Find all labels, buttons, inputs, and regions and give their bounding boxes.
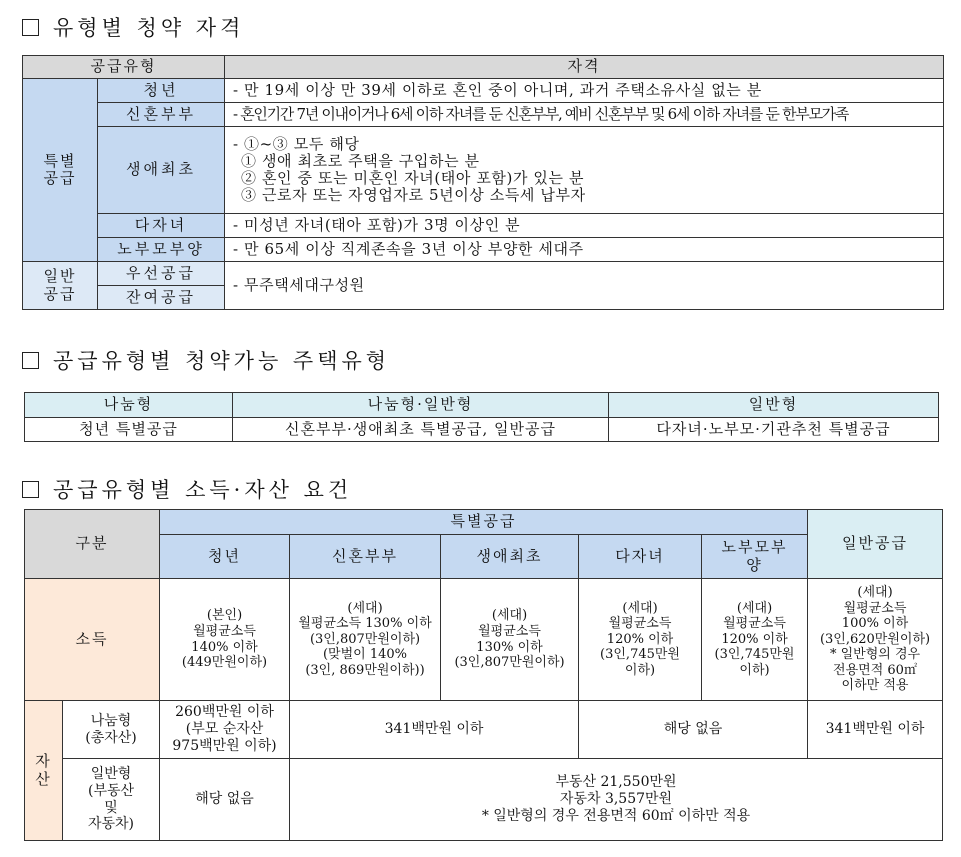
cell-line: (세대) (491, 608, 528, 624)
cell-line: (세대) (347, 600, 383, 616)
checkbox-square-icon (22, 481, 39, 498)
cell-line: 월평균소득 (608, 616, 672, 632)
cell-line: 120% 이하 (721, 631, 788, 647)
desc-line: ① 생애 최초로 주택을 구입하는 분 (241, 151, 480, 170)
cell-line: (3인,807만원이하) (454, 655, 565, 671)
header-elderly-parent: 노부모부 양 (702, 535, 808, 579)
row-desc (225, 127, 944, 214)
cell-line: (본인) (206, 608, 243, 624)
income-cell (290, 579, 441, 701)
section-title: 공급유형별 청약가능 주택유형 (53, 349, 391, 373)
nanum-none-cell: 해당 없음 (579, 701, 808, 759)
header-special-supply: 특별공급 (160, 510, 808, 535)
header-first-time: 생애최초 (441, 535, 579, 579)
row-desc: - 만 65세 이상 직계존속을 3년 이상 부양한 세대주 (225, 238, 944, 262)
cell-line: 260백만원 이하 (175, 704, 274, 721)
desc-line: ③ 근로자 또는 자영업자로 5년이상 소득세 납부자 (241, 186, 586, 205)
table-cell: 다자녀·노부모·기관추천 특별공급 (609, 418, 939, 442)
table-row (23, 262, 944, 286)
nanum-label: 나눔형 (총자산) (63, 701, 160, 759)
income-cell (579, 579, 702, 701)
nanum-youth-cell (160, 701, 290, 759)
table-row (25, 418, 939, 442)
table-row (23, 127, 944, 214)
nanum-general-cell: 341백만원 이하 (808, 701, 943, 759)
row-label: 생애최초 (98, 127, 225, 214)
cell-line: 월평균소득 (193, 623, 256, 639)
row-label: 노부모부양 (98, 238, 225, 262)
header-general-supply: 일반공급 (808, 510, 943, 579)
cell-line: 월평균소득 (843, 600, 907, 616)
cell-line: 월평균소득 (723, 616, 786, 632)
income-cell (702, 579, 808, 701)
cell-line: * 일반형의 경우 (829, 647, 921, 663)
table-row (23, 238, 944, 262)
row-label: 청년 (98, 79, 225, 103)
asset-label: 자 산 (25, 701, 63, 841)
row-desc: - 혼인기간 7년 이내이거나 6세 이하 자녀를 둔 신혼부부, 예비 신혼부부 및 6세 이하 자녀를 둔 한부모가족 (225, 103, 944, 127)
header-cell: 나눔형 (25, 393, 233, 418)
cell-line: 전용면적 60㎡ (833, 662, 917, 678)
cell-line: (세대) (622, 600, 658, 616)
cell-line: 월평균소득 130% 이하 (298, 616, 432, 632)
row-label: 우선공급 (98, 262, 225, 286)
special-supply-group: 특별 공급 (23, 79, 98, 262)
header-newlywed: 신혼부부 (290, 535, 441, 579)
income-cell (808, 579, 943, 701)
header-youth: 청년 (160, 535, 290, 579)
general-youth-cell: 해당 없음 (160, 759, 290, 841)
income-row (25, 579, 943, 701)
income-label: 소득 (25, 579, 160, 701)
checkbox-square-icon (22, 352, 39, 369)
income-cell (441, 579, 579, 701)
row-desc: - 미성년 자녀(태아 포함)가 3명 이상인 분 (225, 214, 944, 238)
row-label: 신혼부부 (98, 103, 225, 127)
housing-type-table (24, 392, 939, 442)
section-heading-housing-type (22, 345, 390, 375)
cell-line: 140% 이하 (191, 639, 258, 655)
header-cell: 나눔형·일반형 (233, 393, 609, 418)
row-desc: - 만 19세 이상 만 39세 이하로 혼인 중이 아니며, 과거 주택소유사실 없는 분 (225, 79, 944, 103)
row-label: 다자녀 (98, 214, 225, 238)
section-title: 유형별 청약 자격 (53, 16, 245, 40)
table-cell: 신혼부부·생애최초 특별공급, 일반공급 (233, 418, 609, 442)
desc-line: ② 혼인 중 또는 미혼인 자녀(태아 포함)가 있는 분 (241, 169, 585, 187)
income-asset-table (24, 509, 943, 841)
asset-row-general (25, 759, 943, 841)
section-heading-qualification (22, 12, 244, 42)
cell-line: (3인,745만원 (714, 647, 795, 663)
table-header-row (25, 510, 943, 535)
header-category: 구분 (25, 510, 160, 579)
cell-line: 자동차 3,557만원 (559, 791, 673, 808)
cell-line: * 일반형의 경우 전용면적 60㎡ 이하만 적용 (481, 807, 751, 824)
general-supply-group: 일반 공급 (23, 262, 98, 310)
cell-line: 이하만 적용 (841, 678, 909, 694)
cell-line: 100% 이하 (841, 616, 909, 632)
checkbox-square-icon (22, 19, 39, 36)
header-cell: 일반형 (609, 393, 939, 418)
table-header-row (25, 393, 939, 418)
general-type-label: 일반형 (부동산 및 자동차) (63, 759, 160, 841)
section-heading-income-asset (22, 474, 352, 504)
general-other-cell (290, 759, 943, 841)
income-cell (160, 579, 290, 701)
cell-line: (부모 순자산 (185, 721, 264, 738)
desc-line: - ①~③ 모두 해당 (233, 134, 360, 153)
cell-line: (세대) (736, 600, 773, 616)
header-qualification: 자격 (225, 56, 944, 79)
table-row (23, 103, 944, 127)
row-desc: - 무주택세대구성원 (225, 262, 944, 310)
row-label: 잔여공급 (98, 286, 225, 310)
section-title: 공급유형별 소득·자산 요건 (53, 478, 353, 502)
cell-line: 130% 이하 (476, 639, 543, 655)
asset-row-nanum (25, 701, 943, 759)
cell-line: (세대) (857, 584, 893, 600)
cell-line: 월평균소득 (478, 623, 541, 639)
table-header-row (25, 535, 943, 579)
table-row (23, 79, 944, 103)
cell-line: (3인,807만원이하) (309, 631, 421, 647)
cell-line: (449만원이하) (181, 655, 268, 671)
cell-line: 975백만원 이하) (172, 737, 277, 754)
cell-line: 120% 이하 (606, 631, 674, 647)
cell-line: 이하) (739, 662, 770, 678)
header-supply-type: 공급유형 (23, 56, 225, 79)
cell-line: (3인,745만원 (600, 647, 680, 663)
table-row (23, 214, 944, 238)
table-cell: 청년 특별공급 (25, 418, 233, 442)
cell-line: (맞벌이 140% (322, 647, 408, 663)
cell-line: 부동산 21,550만원 (555, 774, 677, 791)
nanum-mid-cell: 341백만원 이하 (290, 701, 579, 759)
cell-line: 이하) (624, 662, 656, 678)
cell-line: (3인,620만원이하) (819, 631, 931, 647)
qualification-table (22, 55, 944, 310)
cell-line: (3인, 869만원이하)) (305, 662, 425, 678)
table-header-row (23, 56, 944, 79)
header-multi-child: 다자녀 (579, 535, 702, 579)
